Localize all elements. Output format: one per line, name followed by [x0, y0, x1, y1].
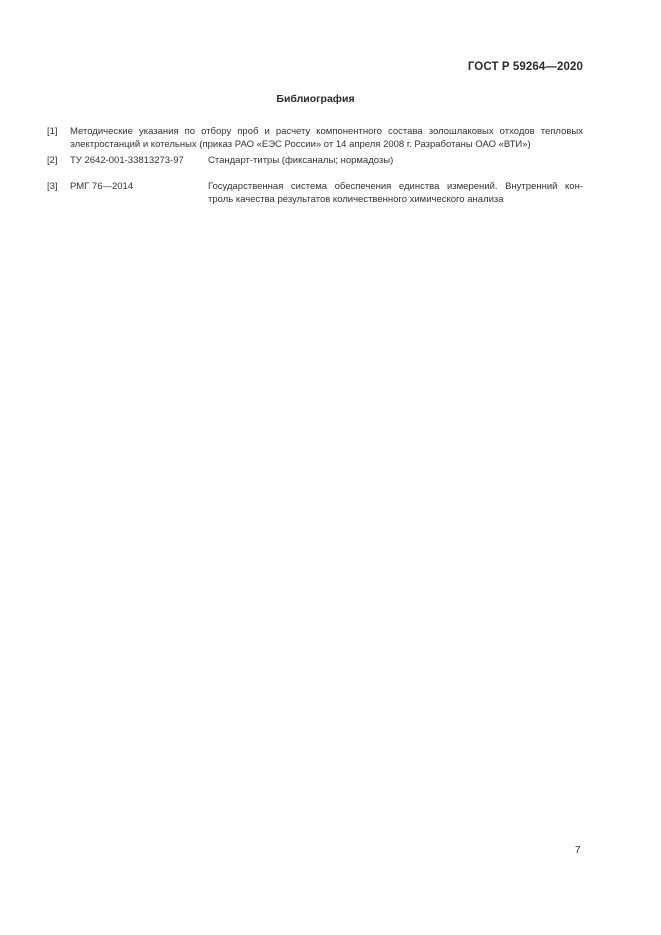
page-number: 7 [575, 845, 581, 856]
entry-text [208, 154, 583, 167]
bibliography-entry-1 [47, 125, 583, 151]
entry-text [208, 180, 583, 206]
entry-text [70, 125, 583, 151]
entry-text-line: Стандарт-титры (фиксаналы; нормадозы) [208, 155, 394, 166]
entry-text-line: электростанций и котельных (приказ РАО «ЕЭС России» от 14 апреля 2008 г. Разработаны ОАО «ВТИ») [70, 139, 531, 150]
bibliography-entry-2 [47, 154, 583, 167]
entry-number: [3] [47, 181, 58, 192]
entry-text-line: Методические указания по отбору проб и расчету компонентного состава золошлаковых отходов тепловых [70, 126, 583, 137]
entry-text-line: троль качества результатов количественного химического анализа [208, 194, 504, 205]
document-code-header: ГОСТ Р 59264—2020 [467, 61, 583, 73]
entry-code: РМГ 76—2014 [70, 181, 134, 192]
entry-code: ТУ 2642-001-33813273-97 [70, 155, 184, 166]
section-title: Библиография [276, 93, 355, 105]
entry-number: [1] [47, 126, 58, 137]
bibliography-entry-3 [47, 180, 583, 206]
entry-number: [2] [47, 155, 58, 166]
entry-text-line: Государственная система обеспечения единства измерений. Внутренний кон- [208, 181, 583, 192]
